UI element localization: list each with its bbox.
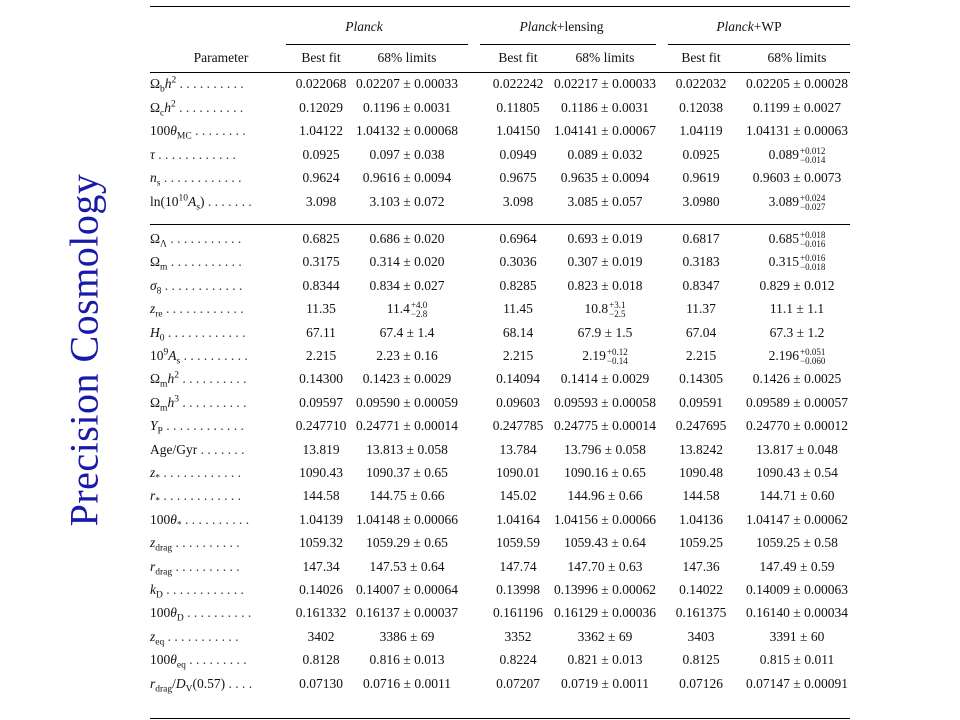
value-text: 3.103 ± 0.072 (369, 194, 445, 209)
value-text: 0.02217 ± 0.00033 (554, 76, 656, 91)
value-text: 3403 (687, 628, 715, 644)
group-underline (480, 44, 656, 45)
lower-error: −2.8 (410, 309, 428, 320)
value-text: 0.3175 (302, 254, 340, 270)
value-cell (722, 348, 872, 366)
value-text: 0.6825 (302, 231, 340, 246)
group-name: Planck (519, 19, 557, 34)
value-text: 13.784 (499, 441, 537, 457)
asymmetric-error (411, 301, 427, 319)
value-text: 0.24770 ± 0.00012 (746, 418, 848, 434)
dot-leader: . . . . . . . . . . (176, 76, 244, 91)
parameter-symbol: $r_{drag}$ (150, 558, 173, 578)
value-text: 0.09593 ± 0.00058 (554, 394, 656, 410)
value-text: 0.8347 (682, 277, 720, 293)
section-rule (150, 224, 850, 225)
value-text: 0.1414 ± 0.0029 (560, 371, 650, 387)
dot-leader: . . . . . . . . . . . (166, 231, 242, 246)
value-cell (722, 170, 872, 186)
value-text: 0.834 ± 0.027 (369, 277, 445, 293)
asymmetric-error (609, 301, 625, 319)
value-text: 1.04164 (496, 511, 540, 527)
parameter-symbol: $\ln(10^{10}A_s)$ (150, 193, 205, 213)
column-header-best-fit: Best fit (681, 50, 721, 65)
value-text: 13.813 ± 0.058 (366, 441, 448, 457)
parameter-symbol: $10^9A_s$ (150, 347, 181, 367)
value-text: 11.35 (306, 301, 336, 317)
dot-leader: . . . . . . . . . . (178, 394, 247, 410)
value-text: 144.96 ± 0.66 (567, 488, 643, 504)
value-text: 0.315 (768, 254, 800, 270)
dot-leader: . . . . . . . . . (185, 652, 247, 668)
value-text: 11.37 (686, 301, 716, 317)
value-text: 3.089 (768, 194, 800, 210)
value-text: 147.70 ± 0.63 (567, 558, 643, 574)
value-text: 0.0925 (302, 146, 340, 162)
value-text: 2.196 (768, 348, 800, 364)
value-cell (722, 371, 872, 387)
value-text: 2.215 (685, 348, 717, 363)
value-text: 144.58 (682, 488, 720, 504)
group-underline (668, 44, 850, 45)
value-text: 1.04136 (679, 511, 723, 527)
top-rule (150, 6, 850, 7)
asymmetric-error (800, 147, 825, 165)
asymmetric-error (800, 194, 825, 212)
value-text: 3362 ± 69 (577, 628, 633, 644)
value-text: 0.3183 (682, 254, 720, 270)
value-cell (722, 194, 872, 212)
value-text: 0.3036 (499, 254, 537, 270)
value-cell (722, 629, 872, 645)
value-text: 3.098 (502, 194, 534, 209)
value-cell (722, 465, 872, 481)
value-text: 1059.29 ± 0.65 (366, 535, 448, 551)
group-suffix: +WP (753, 19, 782, 34)
upper-error: +0.12 (606, 347, 628, 357)
dot-leader: . . . . . . . . . . (180, 348, 248, 363)
bottom-rule (150, 718, 850, 719)
value-text: 1090.37 ± 0.65 (366, 465, 448, 480)
lower-error: −0.014 (800, 154, 826, 165)
asymmetric-error (800, 348, 825, 366)
value-text: 1090.16 ± 0.65 (564, 465, 646, 480)
parameter-symbol: $z_*$ (150, 465, 161, 484)
value-text: 1.04132 ± 0.00068 (356, 123, 458, 139)
value-text: 0.314 ± 0.020 (369, 254, 445, 270)
value-text: 0.09590 ± 0.00059 (356, 394, 458, 410)
value-text: 0.12029 (299, 99, 343, 115)
value-text: 0.9619 (682, 170, 720, 186)
upper-error: +0.012 (800, 145, 826, 156)
value-text: 145.02 (499, 488, 537, 504)
value-text: 1090.01 (496, 465, 540, 480)
value-cell (722, 418, 872, 434)
value-text: 0.16140 ± 0.00034 (746, 605, 848, 621)
parameter-symbol: $\sigma_8$ (150, 277, 162, 297)
lower-error: −0.016 (800, 239, 826, 249)
value-text: 0.9616 ± 0.0094 (362, 170, 452, 186)
value-text: 0.829 ± 0.012 (759, 277, 835, 293)
value-text: 0.09603 (496, 394, 540, 410)
value-text: 0.821 ± 0.013 (567, 652, 643, 668)
parameter-symbol: $\Omega_ch^2$ (150, 99, 176, 119)
value-text: 0.14026 (299, 582, 343, 597)
asymmetric-error (800, 254, 825, 272)
value-text: 1.04156 ± 0.00066 (554, 511, 656, 527)
value-text: 147.53 ± 0.64 (369, 558, 445, 574)
value-cell (722, 301, 872, 317)
parameter-symbol: $z_{re}$ (150, 301, 163, 320)
dot-leader: . . . . . . . . . . (175, 99, 244, 115)
dot-leader: . . . . . . . . . . . . (162, 301, 244, 317)
value-text: 0.14022 (679, 582, 723, 597)
value-text: 2.19 (582, 348, 606, 364)
value-text: 0.161332 (295, 605, 347, 621)
value-text: 0.022068 (295, 76, 347, 91)
dot-leader: . . . . . . . . . . . (164, 628, 239, 644)
value-cell (722, 559, 872, 575)
upper-error: +4.0 (410, 300, 428, 311)
value-text: 1090.43 ± 0.54 (756, 465, 838, 480)
dot-leader: . . . . . . . (204, 194, 252, 209)
value-text: 0.161375 (675, 605, 727, 621)
dot-leader: . . . . . . . . . . (181, 511, 250, 527)
value-text: 0.0949 (499, 146, 537, 162)
value-text: 1.04122 (299, 123, 343, 139)
group-header (264, 19, 464, 35)
value-text: 0.0716 ± 0.0011 (363, 675, 451, 691)
value-text: 0.247710 (295, 418, 347, 434)
value-text: 67.4 ± 1.4 (379, 324, 435, 340)
value-text: 0.13996 ± 0.00062 (554, 582, 656, 597)
value-text: 0.13998 (496, 582, 540, 597)
value-cell (722, 652, 872, 668)
value-text: 0.02207 ± 0.00033 (356, 76, 458, 91)
value-cell (722, 325, 872, 341)
value-text: 67.11 (306, 324, 336, 340)
value-cell (722, 512, 872, 528)
value-text: 144.58 (302, 488, 340, 504)
value-text: 0.8344 (302, 277, 340, 293)
value-text: 0.816 ± 0.013 (369, 652, 445, 668)
value-text: 0.9624 (302, 170, 340, 186)
column-header-best-fit: Best fit (498, 50, 538, 65)
value-text: 0.16129 ± 0.00036 (554, 605, 656, 621)
parameter-symbol: τ (150, 146, 155, 162)
dot-leader: . . . . . . . . . . (178, 371, 247, 387)
value-text: 3402 (307, 628, 335, 644)
dot-leader: . . . . . . . . . . . . (160, 170, 242, 186)
dot-leader: . . . . . . . . . . . . (161, 277, 243, 293)
value-cell (722, 123, 872, 139)
group-name: Planck (345, 19, 383, 34)
value-text: 0.1426 ± 0.0025 (752, 371, 842, 387)
value-cell (722, 254, 872, 272)
value-cell (722, 100, 872, 116)
value-text: 1090.48 (679, 465, 723, 480)
dot-leader: . . . . . . . . . . . (167, 254, 242, 270)
value-text: 2.23 ± 0.16 (376, 348, 438, 363)
group-header (649, 19, 849, 35)
value-text: 147.36 (682, 558, 720, 574)
group-name: Planck (716, 19, 754, 34)
dot-leader: . . . . . . . . . . . . (160, 488, 242, 504)
dot-leader: . . . . . . . . . . . . (154, 146, 236, 162)
column-header-parameter: Parameter (193, 50, 249, 65)
upper-error: +0.051 (800, 347, 826, 357)
value-text: 0.14007 ± 0.00064 (356, 582, 458, 597)
dot-leader: . . . . . . . . . . (183, 605, 252, 621)
value-text: 1090.43 (299, 465, 343, 480)
value-text: 3391 ± 60 (769, 628, 825, 644)
value-text: 1.04139 (299, 511, 343, 527)
dot-leader: . . . . . . . . . . (172, 535, 240, 551)
value-text: 0.12038 (679, 99, 723, 115)
value-text: 0.9635 ± 0.0094 (560, 170, 650, 186)
value-text: 0.24775 ± 0.00014 (554, 418, 656, 434)
upper-error: +3.1 (609, 300, 626, 311)
value-text: 0.14305 (679, 371, 723, 387)
group-header (462, 19, 662, 35)
column-header-limits: 68% limits (377, 50, 437, 65)
value-text: 0.8128 (302, 652, 340, 668)
value-text: 0.685 (768, 231, 800, 247)
parameter-symbol: $100\theta_{eq}$ (150, 652, 186, 671)
value-text: 1059.32 (299, 535, 343, 551)
value-text: 0.022032 (675, 76, 727, 91)
value-text: 0.14009 ± 0.00063 (746, 582, 848, 597)
value-cell (722, 278, 872, 294)
value-text: 144.71 ± 0.60 (759, 488, 835, 504)
parameter-symbol: $\Omega_mh^2$ (150, 370, 179, 391)
value-text: 11.1 ± 1.1 (769, 301, 825, 317)
value-text: 144.75 ± 0.66 (369, 488, 445, 504)
value-text: 0.161196 (492, 605, 544, 621)
parameter-symbol: $H_0$ (150, 324, 165, 344)
dot-leader: . . . . . . . . . . (172, 558, 240, 574)
value-cell (722, 76, 872, 92)
value-text: 0.247695 (675, 418, 727, 434)
lower-error: −2.5 (609, 309, 626, 320)
value-text: 0.693 ± 0.019 (567, 231, 643, 246)
lower-error: −0.14 (606, 356, 628, 366)
value-text: 13.8242 (679, 441, 723, 457)
value-text: 13.817 ± 0.048 (756, 441, 838, 457)
value-text: 1.04148 ± 0.00066 (356, 511, 458, 527)
value-text: 0.07126 (679, 675, 723, 691)
value-text: 0.0719 ± 0.0011 (561, 675, 649, 691)
parameter-symbol: $\Omega_\Lambda$ (150, 231, 167, 250)
value-text: 1.04150 (496, 123, 540, 139)
column-header-limits: 68% limits (767, 50, 827, 65)
lower-error: −0.027 (800, 202, 826, 212)
group-suffix: +lensing (556, 19, 604, 34)
value-text: 0.097 ± 0.038 (369, 146, 445, 162)
parameter-symbol: $z_{eq}$ (150, 628, 165, 648)
value-text: 3.085 ± 0.057 (567, 194, 643, 209)
value-text: 68.14 (502, 324, 534, 340)
parameter-symbol: $\Omega_mh^3$ (150, 394, 179, 414)
value-text: 0.11805 (496, 99, 540, 115)
parameter-symbol: $100\theta_*$ (150, 511, 182, 531)
upper-error: +0.024 (800, 193, 826, 203)
value-text: 1.04141 ± 0.00067 (554, 123, 656, 139)
value-text: 13.796 ± 0.058 (564, 441, 646, 457)
value-text: 0.09589 ± 0.00057 (746, 394, 848, 410)
value-text: 0.823 ± 0.018 (567, 277, 643, 293)
value-text: 0.9603 ± 0.0073 (752, 170, 842, 186)
value-text: 147.34 (302, 558, 340, 574)
parameter-symbol: $r_{drag}/D_V(0.57)$ (150, 675, 226, 695)
value-cell (722, 395, 872, 411)
value-cell (722, 582, 872, 598)
asymmetric-error (607, 348, 628, 366)
asymmetric-error (800, 231, 825, 249)
value-text: 147.49 ± 0.59 (759, 558, 835, 574)
value-text: 0.16137 ± 0.00037 (356, 605, 458, 621)
value-text: 1059.25 (679, 535, 723, 551)
value-text: 11.4 (386, 301, 410, 317)
dot-leader: . . . . . . . . . . . . (164, 324, 246, 340)
value-text: 0.815 ± 0.011 (759, 652, 835, 668)
parameter-symbol: $k_D$ (150, 582, 163, 601)
dot-leader: . . . . . . . . . . . . (160, 465, 242, 480)
value-cell (722, 488, 872, 504)
value-text: 67.04 (685, 324, 717, 340)
value-text: 67.9 ± 1.5 (577, 324, 633, 340)
value-text: 0.686 ± 0.020 (369, 231, 445, 246)
dot-leader: . . . . . . . . . . . . (162, 418, 244, 434)
lower-error: −0.018 (800, 262, 826, 273)
value-cell (722, 231, 872, 249)
value-text: 0.1199 ± 0.0027 (753, 99, 841, 115)
value-text: 0.07130 (299, 675, 343, 691)
upper-error: +0.016 (800, 253, 826, 264)
value-text: 3.0980 (682, 194, 720, 209)
value-text: 0.1423 ± 0.0029 (362, 371, 452, 387)
value-text: 10.8 (584, 301, 609, 317)
parameter-symbol: $r_*$ (150, 488, 161, 508)
side-title: Precision Cosmology (61, 173, 107, 527)
parameter-symbol: $n_s$ (150, 170, 161, 190)
value-text: 0.24771 ± 0.00014 (356, 418, 458, 434)
value-cell (722, 676, 872, 692)
value-text: 0.247785 (492, 418, 544, 434)
value-text: 0.6964 (499, 231, 537, 246)
value-text: 0.6817 (682, 231, 720, 246)
value-text: 0.089 ± 0.032 (567, 146, 643, 162)
parameter-symbol: Age/Gyr (150, 441, 198, 457)
parameter-symbol: $100\theta_{MC}$ (150, 123, 192, 142)
value-text: 3352 (504, 628, 532, 644)
value-text: 1.04131 ± 0.00063 (746, 123, 848, 139)
value-text: 0.8285 (499, 277, 537, 293)
value-text: 3386 ± 69 (379, 628, 435, 644)
upper-error: +0.018 (800, 230, 826, 240)
value-text: 3.098 (305, 194, 337, 209)
value-text: 0.8125 (682, 652, 720, 668)
value-text: 1059.25 ± 0.58 (756, 535, 838, 551)
value-text: 147.74 (499, 558, 537, 574)
value-text: 2.215 (305, 348, 337, 363)
value-text: 11.45 (503, 301, 533, 317)
value-text: 13.819 (302, 441, 340, 457)
dot-leader: . . . . . . . . (191, 123, 246, 139)
parameter-symbol: $\Omega_m$ (150, 254, 168, 274)
group-underline (286, 44, 468, 45)
column-header-limits: 68% limits (575, 50, 635, 65)
value-cell (722, 442, 872, 458)
parameter-symbol: $100\theta_D$ (150, 605, 184, 625)
value-text: 0.1186 ± 0.0031 (561, 99, 649, 115)
column-header-best-fit: Best fit (301, 50, 341, 65)
lower-error: −0.060 (800, 356, 826, 366)
value-text: 0.02205 ± 0.00028 (746, 76, 848, 91)
value-text: 0.14094 (496, 371, 540, 387)
value-cell (722, 605, 872, 621)
value-text: 2.215 (502, 348, 534, 363)
value-text: 1059.43 ± 0.64 (564, 535, 646, 551)
value-cell (722, 535, 872, 551)
value-text: 0.0925 (682, 146, 720, 162)
parameter-symbol: $\Omega_bh^2$ (150, 75, 177, 95)
value-text: 0.09597 (299, 394, 343, 410)
value-text: 0.022242 (492, 76, 544, 91)
value-text: 0.9675 (499, 170, 537, 186)
value-text: 0.089 (768, 146, 800, 162)
header-rule (150, 72, 850, 73)
value-text: 0.07207 (496, 675, 540, 691)
dot-leader: . . . . (225, 675, 253, 691)
parameter-symbol: $Y_P$ (150, 418, 163, 437)
value-text: 1059.59 (496, 535, 540, 551)
value-text: 0.09591 (679, 394, 723, 410)
value-text: 0.07147 ± 0.00091 (746, 675, 848, 691)
dot-leader: . . . . . . . (197, 441, 245, 457)
value-text: 0.14300 (299, 371, 343, 387)
value-cell (722, 147, 872, 165)
value-text: 0.307 ± 0.019 (567, 254, 643, 270)
value-text: 0.8224 (499, 652, 537, 668)
value-text: 0.1196 ± 0.0031 (363, 99, 451, 115)
value-text: 1.04119 (679, 123, 723, 139)
value-text: 1.04147 ± 0.00062 (746, 511, 848, 527)
value-text: 67.3 ± 1.2 (769, 324, 825, 340)
dot-leader: . . . . . . . . . . . . (162, 582, 244, 597)
parameter-symbol: $z_{drag}$ (150, 535, 173, 554)
